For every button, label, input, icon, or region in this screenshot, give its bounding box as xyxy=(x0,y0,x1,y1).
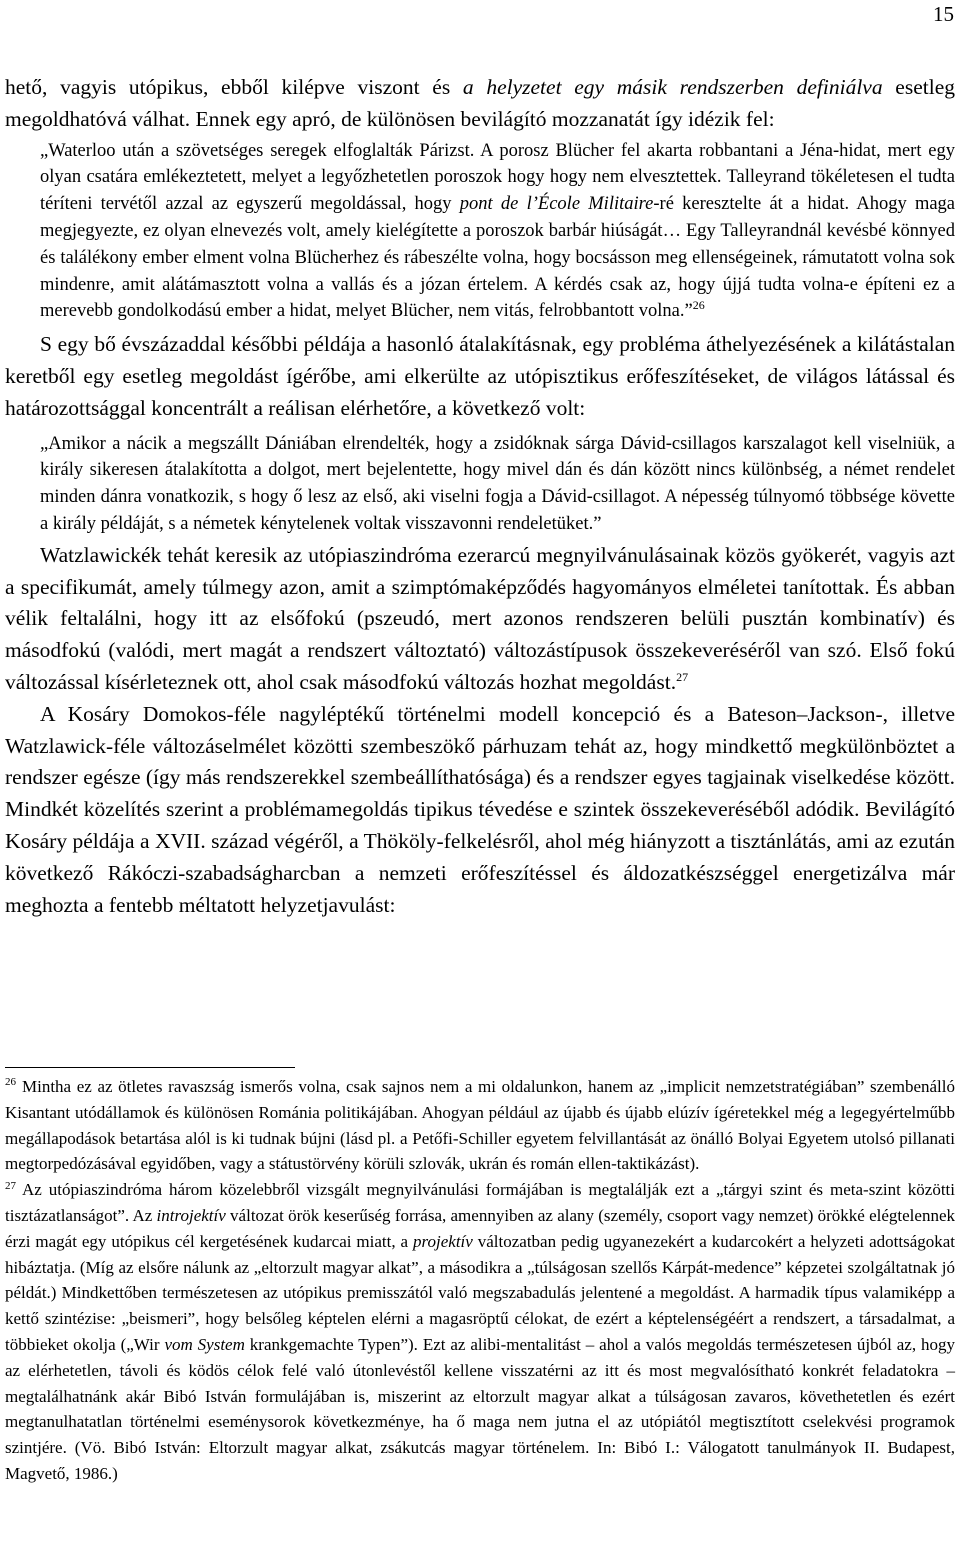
quote-denmark: „Amikor a nácik a megszállt Dániában elrendelték, hogy a zsidóknak sárga Dávid-csillagos karszalagot kell viselniük, a király sikeresen átalakította a dolgot, mert bejelentette, hogy mivel dán és dán között nincs különbség, a német rendelet minden dánra vonatkozik, s hogy ő lesz az első, aki viselni fogja a Dávid-csillagot. A népesség túlnyomó többsége követte a király példáját, s a németek kénytelenek voltak visszavonni rendeletüket.” xyxy=(40,433,955,534)
emphasis-text: projektív xyxy=(413,1231,473,1251)
main-text xyxy=(5,72,955,921)
emphasis-text: pont de l’École Militaire xyxy=(459,194,654,215)
emphasis-text: introjektív xyxy=(156,1205,226,1225)
page-number: 15 xyxy=(933,2,954,26)
footnotes xyxy=(5,1074,955,1487)
paragraph-1: hető, vagyis utópikus, ebből kilépve viszont és a helyzetet egy másik rendszerben definiálva esetleg megoldhatóvá válhat. Ennek egy apró, de különösen bevilágító mozzanatát így idézik fel: xyxy=(5,75,955,131)
footnote-27: $^{27}$ Az utópiaszindróma három közelebbről vizsgált megnyilvánulási formájában is megtalálják ezt a „tárgyi szint és meta-szint közötti tisztázatlanságot”. Az introjektív változat örök keserűség forrása, amennyiben az alany (személy, csoport vagy nemzet) örökké elégtelennek érzi magát egy utópikus cél kergetésének kudarcai miatt, a projektív változatban pedig ugyanezekért a kudarcokért a helyzeti adottságokat hibáztatja. (Míg az elsőre nálunk az „eltorzult magyar alkat”, a másodikra a „túlságosan szellős Kárpát-medence” képzetei szolgáltatnak jó példát.) Mindkettőben természetesen az utópikus premisszától való megszabadulás jelentené a megoldást. A harmadik típus valamiképp a kettő szintézise: „beismeri”, hogy belsőleg képtelen elérni a magasröptű célokat, de ezért a képtelenségéért a rendszert, a társadalmat, a többieket okolja („Wir vom System krankgemachte Typen”). Ezt az alibi-mentalitást – ahol a valós megoldás természetesen újból az, hogy az elérhetetlen, távoli és ködös célok felé való útonlevéstől kellene visszatérni az itt és most megvalósítható konkrét feladatokra – megtalálhatnánk akár Bibó István formulájában is, miszerint az eltorzult magyar alkat a túlságosan zavaros, követhetetlen és ezért megtanulhatatlan történelmi eseménysorok következménye, ha ő maga nem jutna el az utópiától megtisztított cselekvési programok szintjére. (Vö. Bibó István: Eltorzult magyar alkat, zsákutcás magyar történelem. In: Bibó I.: Válogatott tanulmányok II. Budapest, Magvető, 1986.) xyxy=(5,1179,956,1483)
footnote-26: $^{26}$ Mintha ez az ötletes ravaszság ismerős volna, csak sajnos nem a mi oldalunkon, hanem az „implicit nemzetstratégiában” szembenálló Kisantant utódállamok és különösen Románia politikájában. Ahogyan például az újabb és újabb elúzív ígéretekkel még a legegyértelműbb megállapodások betartása alól is ki tudnak bújni (lásd pl. a Petőfi-Schiller egyetem felvillantását az önálló Bolyai Egyetem utolsó pillanati megtorpedózásával egyidőben, vagy a státustörvény körüli szlovák, ukrán és román ellen-taktikázást). xyxy=(5,1076,955,1174)
quote-waterloo: „Waterloo után a szövetséges seregek elfoglalták Párizst. A porosz Blücher fel akarta robbantani a Jéna-hidat, mert egy olyan csatára emlékeztetett, melyet a legyőzhetetlen poroszok hogy hogy nem elvesztettek. Talleyrand tökéletesen el tudta téríteni tervétől azzal az egyszerű megoldással, hogy pont de l’École Militaire-ré keresztelte át a hidat. Ahogy maga megjegyezte, ez olyan elnevezés volt, amely kielégítette a poroszok barbár hiúságát… Egy Talleyrandnál kevésbé könnyed és találékony ember elment volna Blücherhez és rábeszélte volna, hogy bocsásson meg ellenségeinek, rámutatott volna sok mindenre, amit alátámasztott volna a vallás és a józan értelem. A kérdés csak az, hogy újjá tudta volna-e építeni ez a merevebb gondolkodású ember a hidat, melyet Blücher, nem vitás, felrobbantott volna.”$^{26}$ xyxy=(40,140,956,322)
paragraph-2: S egy bő évszázaddal későbbi példája a hasonló átalakításnak, egy probléma áthelyezésének a kilátástalan keretből egy esetleg megoldást ígérőbe, ami elkerülte az utópisztikus erőfeszítéseket, de világos látással és határozottsággal koncentrált a reálisan elérhetőre, a következő volt: xyxy=(5,332,955,420)
paragraph-3: Watzlawickék tehát keresik az utópiaszindróma ezerarcú megnyilvánulásainak közös gyökerét, vagyis azt a specifikumát, amely túlmegy azon, amit a szimptómaképződés hagyományos elméletei tanítottak. És abban vélik feltalálni, hogy itt az elsőfokú (pszeudó, mert azonos rendszeren belüli pusztán kombinatív) és másodfokú (valódi, mert magát a rendszert változtató) változástípusok összekeveréséről van szó. Első fokú változással kísérleteznek ott, ahol csak másodfokú változás hozhat megoldást.$^{27}$ xyxy=(5,542,955,694)
footnote-divider xyxy=(5,1067,295,1068)
paragraph-4: A Kosáry Domokos-féle nagyléptékű történelmi modell koncepció és a Bateson–Jackson-, illetve Watzlawick-féle változáselmélet közötti szembeszökő párhuzam tehát az, hogy mindkettő megkülönböztet a rendszer egésze (így más rendszerekkel szembeállíthatósága) és a rendszer egyes tagjainak viselkedése között. Mindkét közelítés szerint a problémamegoldás tipikus tévedése e szintek összekeveréséből adódik. Bevilágító Kosáry példája a XVII. század végéről, a Thököly-felkelésről, ahol még hiányzott a tisztánlátás, ami az ezután következő Rákóczi-szabadságharcban a nemzeti erőfeszítéssel és áldozatkészséggel energetizálva már meghozta a fentebb méltatott helyzetjavulást: xyxy=(5,701,955,917)
footnote-ref-26[interactable]: 26 xyxy=(692,298,705,313)
footnote-ref-27[interactable]: 27 xyxy=(676,669,689,684)
emphasis-text: vom System xyxy=(164,1334,245,1354)
footnote-number: 26 xyxy=(5,1076,16,1089)
emphasis-text: a helyzetet egy másik rendszerben definiálva xyxy=(462,75,883,99)
footnote-number: 27 xyxy=(5,1179,16,1192)
